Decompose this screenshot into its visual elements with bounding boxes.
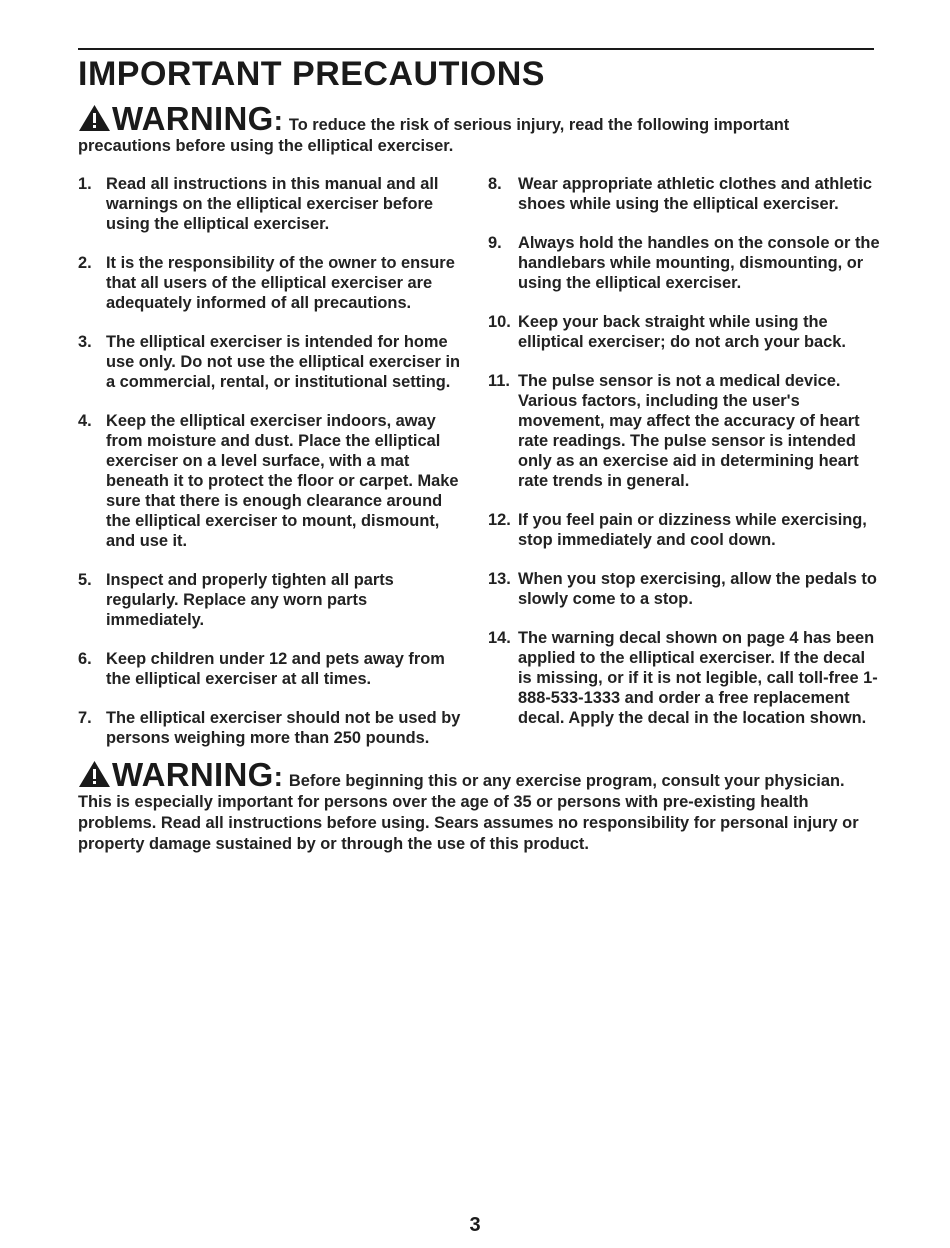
page-number: 3 [469, 1214, 481, 1236]
item-number: 12. [488, 511, 511, 529]
precautions-list-right [488, 174, 880, 747]
item-text: Read all instructions in this manual and all warnings on the elliptical exerciser before using the elliptical exerciser. [106, 175, 439, 233]
precaution-item [488, 628, 880, 728]
precaution-item [78, 411, 468, 551]
warning-text: To reduce the risk of serious injury, read the following important precautions before using the elliptical exerciser. [78, 116, 790, 155]
warning-colon: : [273, 761, 283, 792]
precaution-item [488, 371, 880, 491]
warning-label: WARNING [112, 100, 274, 137]
item-text: The elliptical exerciser should not be used by persons weighing more than 250 pounds. [106, 709, 461, 747]
precaution-item [488, 569, 880, 609]
item-number: 14. [488, 629, 511, 647]
item-number: 3. [78, 333, 92, 351]
item-number: 7. [78, 709, 92, 727]
item-number: 5. [78, 571, 92, 589]
item-number: 11. [488, 372, 510, 390]
warning-bottom [78, 756, 874, 855]
item-number: 2. [78, 254, 92, 272]
precaution-item [78, 174, 468, 234]
warning-colon: : [273, 105, 283, 136]
precaution-item [78, 708, 468, 748]
item-number: 9. [488, 234, 502, 252]
item-number: 13. [488, 570, 511, 588]
item-text: When you stop exercising, allow the pedals to slowly come to a stop. [518, 570, 877, 608]
warning-triangle-icon [78, 760, 111, 788]
item-number: 4. [78, 412, 92, 430]
precaution-item [78, 649, 468, 689]
precaution-item [488, 233, 880, 293]
item-text: Always hold the handles on the console or the handlebars while mounting, dismounting, or using the elliptical exerciser. [518, 234, 880, 292]
item-text: Keep your back straight while using the elliptical exerciser; do not arch your back. [518, 313, 846, 351]
item-text: The pulse sensor is not a medical device. Various factors, including the user's movement, may affect the accuracy of heart rate readings. The pulse sensor is intended only as an exercise aid in determining heart rate trends in general. [518, 372, 860, 490]
item-text: It is the responsibility of the owner to ensure that all users of the elliptical exerciser are adequately informed of all precautions. [106, 254, 455, 312]
precautions-list-left [78, 174, 468, 767]
item-number: 1. [78, 175, 92, 193]
item-text: Keep the elliptical exerciser indoors, away from moisture and dust. Place the elliptical exerciser on a level surface, with a mat beneath it to protect the floor or carpet. Make sure that there is enough clearance around the elliptical exerciser to mount, dismount, and use it. [106, 412, 459, 550]
item-text: Wear appropriate athletic clothes and athletic shoes while using the elliptical exerciser. [518, 175, 873, 213]
page-title: IMPORTANT PRECAUTIONS [78, 55, 545, 93]
precaution-item [488, 510, 880, 550]
precaution-item [78, 332, 468, 392]
item-number: 8. [488, 175, 502, 193]
warning-triangle-icon [78, 104, 111, 132]
warning-top [78, 100, 874, 157]
warning-label: WARNING [112, 756, 274, 793]
item-text: Keep children under 12 and pets away from the elliptical exerciser at all times. [106, 650, 445, 688]
item-number: 6. [78, 650, 92, 668]
item-text: The warning decal shown on page 4 has been applied to the elliptical exerciser. If the decal is missing, or if it is not legible, call toll-free 1-888-533-1333 and order a free replacement decal. Apply the decal in the location shown. [518, 629, 878, 727]
item-text: The elliptical exerciser is intended for home use only. Do not use the elliptical exerciser in a commercial, rental, or institutional setting. [106, 333, 461, 391]
precaution-item [488, 174, 880, 214]
item-text: If you feel pain or dizziness while exercising, stop immediately and cool down. [518, 511, 867, 549]
item-text: Inspect and properly tighten all parts regularly. Replace any worn parts immediately. [106, 571, 394, 629]
precaution-item [78, 570, 468, 630]
precaution-item [78, 253, 468, 313]
item-number: 10. [488, 313, 511, 331]
warning-text: Before beginning this or any exercise program, consult your physician. This is especially important for persons over the age of 35 or persons with pre-existing health problems. Read all instructions before using. Sears assumes no responsibility for personal injury or property damage sustained by or through the use of this product. [78, 772, 859, 853]
precaution-item [488, 312, 880, 352]
title-rule [78, 48, 874, 50]
